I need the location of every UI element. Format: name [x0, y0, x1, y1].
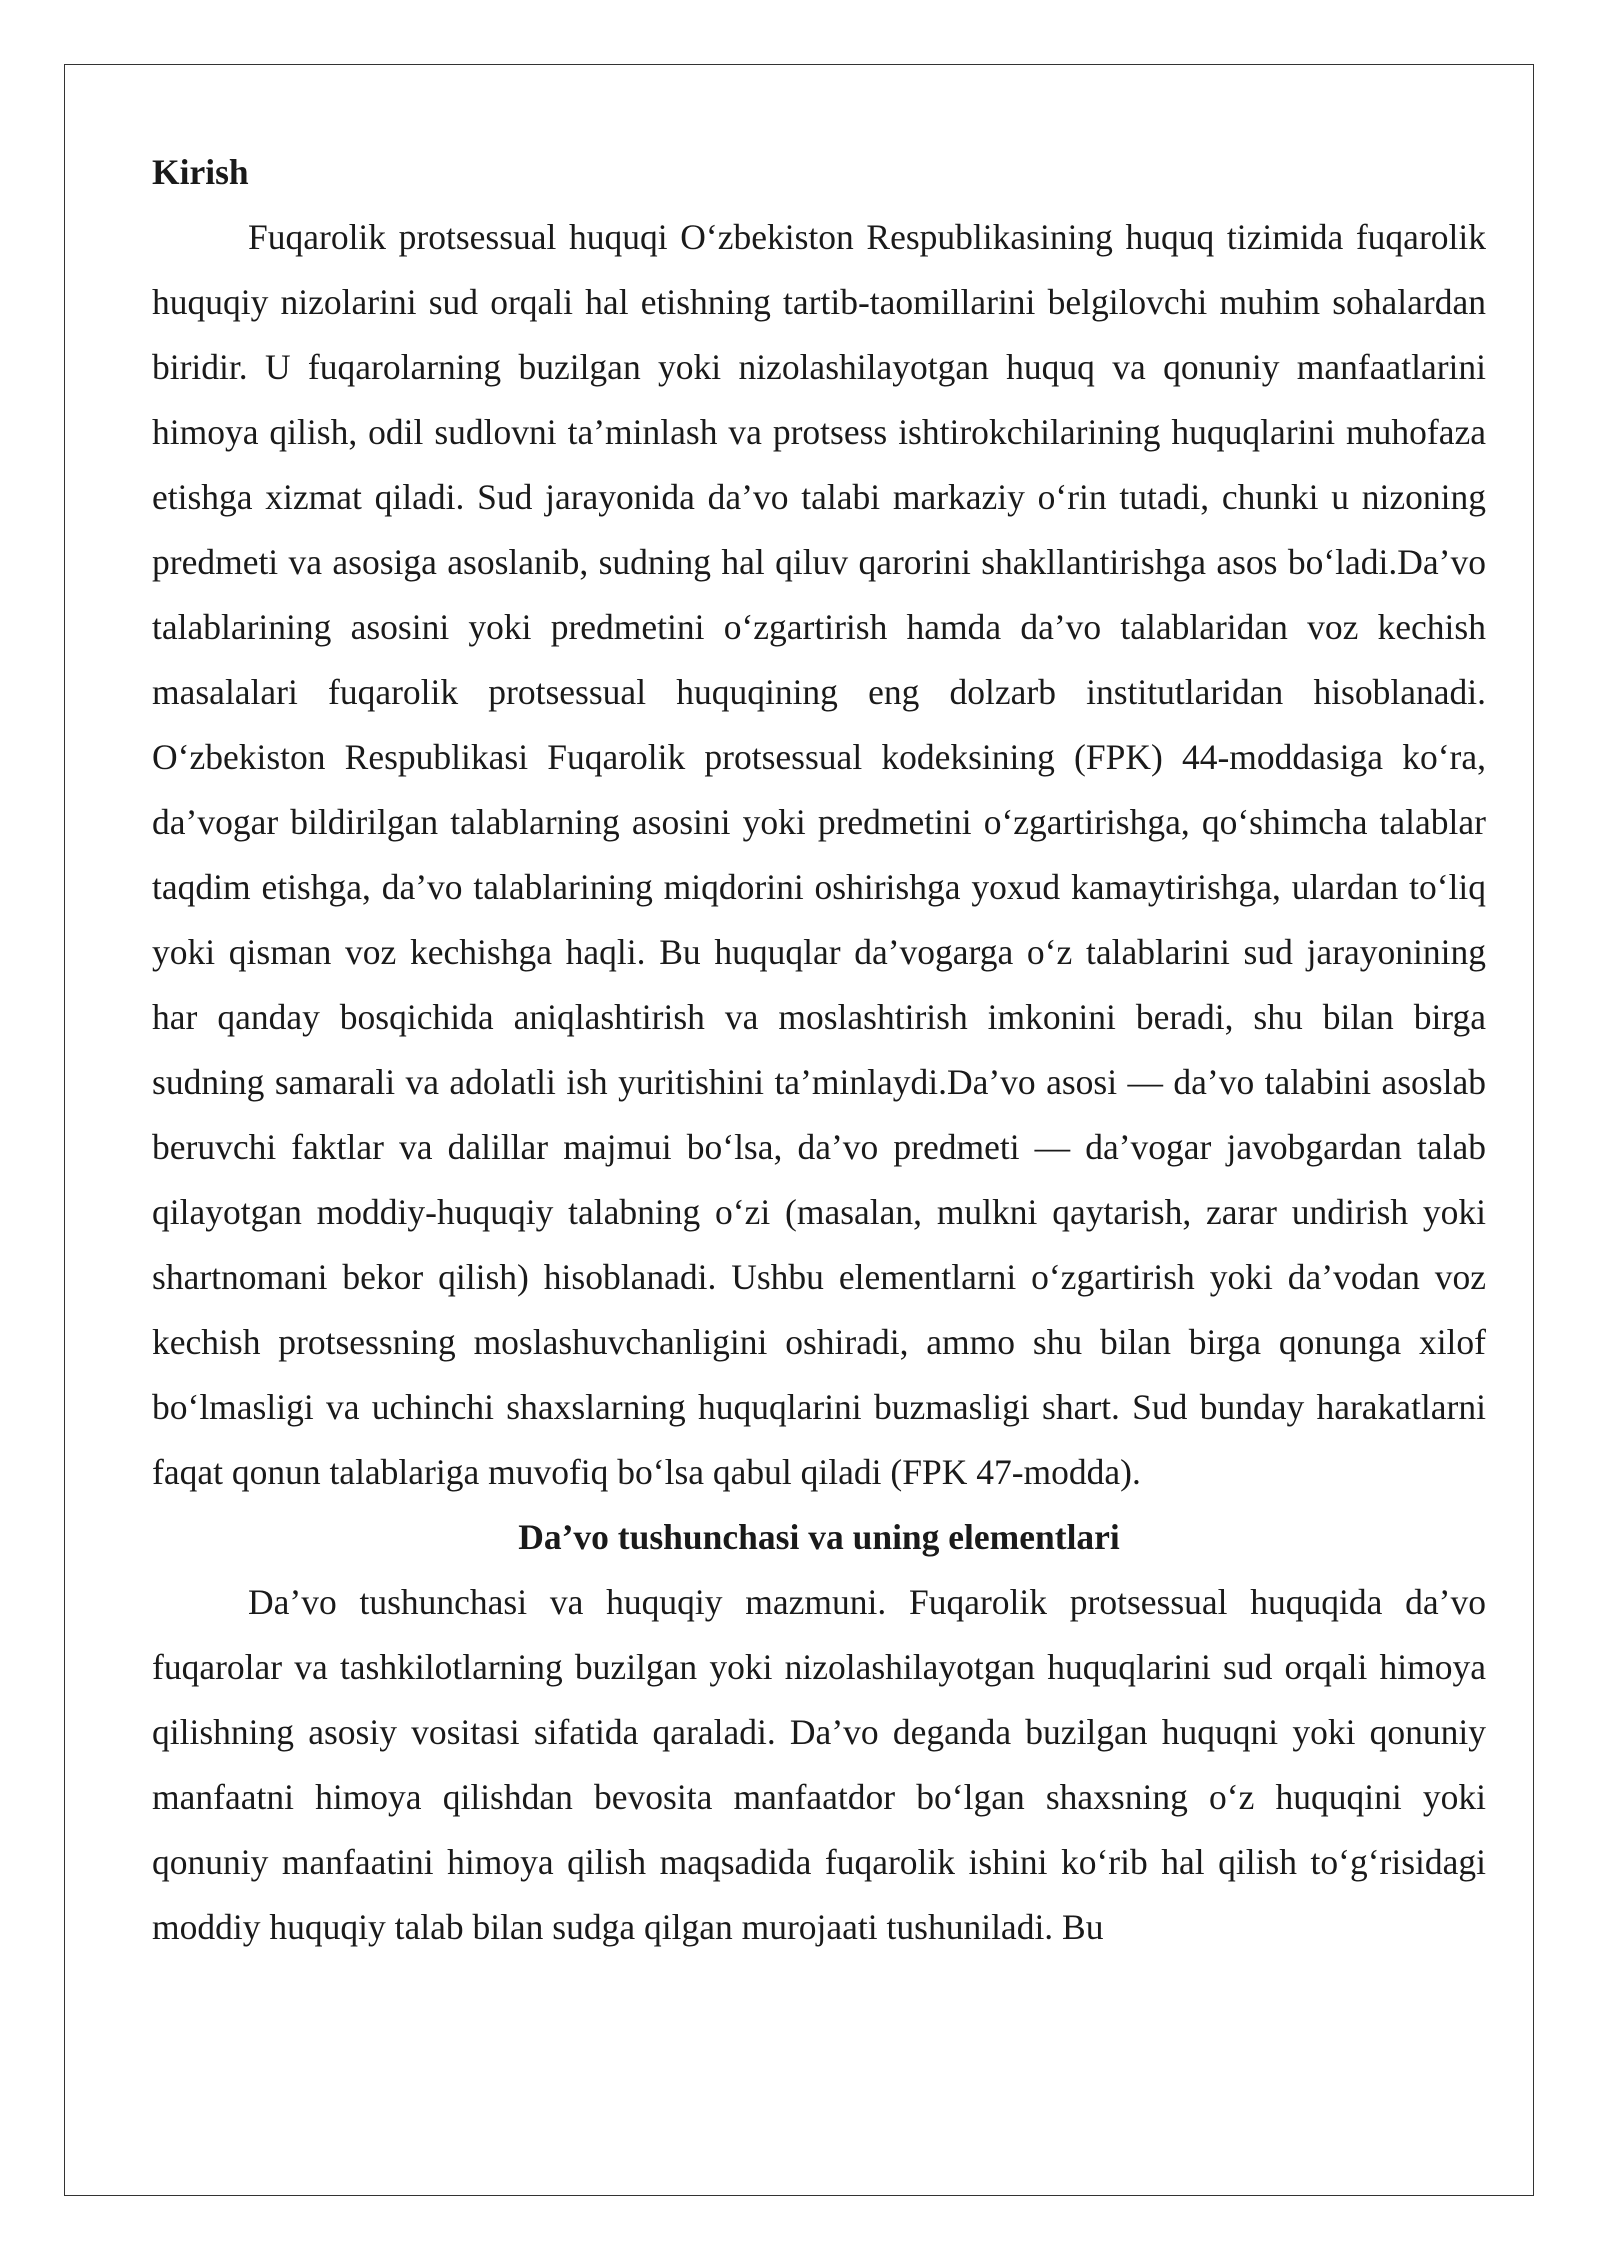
- intro-heading: Kirish: [152, 152, 249, 192]
- intro-paragraph: Fuqarolik protsessual huquqi O‘zbekiston Respublikasining huquq tizimida fuqarolik huquqiy nizolarini sud orqali hal etishning tartib-taomillarini belgilovchi muhim sohalardan biridir. U fuqarolarning buzilgan yoki nizolashilayotgan huquq va qonuniy manfaatlarini himoya qilish, odil sudlovni ta’minlash va protsess ishtirokchilarining huquqlarini muhofaza etishga xizmat qiladi. Sud jarayonida da’vo talabi markaziy o‘rin tutadi, chunki u nizoning predmeti va asosiga asoslanib, sudning hal qiluv qarorini shakllantirishga asos bo‘ladi.Da’vo talablarining asosini yoki predmetini o‘zgartirish hamda da’vo talablaridan voz kechish masalalari fuqarolik protsessual huquqining eng dolzarb institutlaridan hisoblanadi. O‘zbekiston Respublikasi Fuqarolik protsessual kodeksining (FPK) 44-moddasiga ko‘ra, da’vogar bildirilgan talablarning asosini yoki predmetini o‘zgartirishga, qo‘shimcha talablar taqdim etishga, da’vo talablarining miqdorini oshirishga yoxud kamaytirishga, ulardan to‘liq yoki qisman voz kechishga haqli. Bu huquqlar da’vogarga o‘z talablarini sud jarayonining har qanday bosqichida aniqlashtirish va moslashtirish imkonini beradi, shu bilan birga sudning samarali va adolatli ish yuritishini ta’minlaydi.Da’vo asosi — da’vo talabini asoslab beruvchi faktlar va dalillar majmui bo‘lsa, da’vo predmeti — da’vogar javobgardan talab qilayotgan moddiy-huquqiy talabning o‘zi (masalan, mulkni qaytarish, zarar undirish yoki shartnomani bekor qilish) hisoblanadi. Ushbu elementlarni o‘zgartirish yoki da’vodan voz kechish protsessning moslashuvchanligini oshiradi, ammo shu bilan birga qonunga xilof bo‘lmasligi va uchinchi shaxslarning huquqlarini buzmasligi shart. Sud bunday harakatlarni faqat qonun talablariga muvofiq bo‘lsa qabul qiladi (FPK 47-modda).: [152, 217, 1486, 1492]
- document-body: [152, 140, 1486, 1960]
- section-paragraph: Da’vo tushunchasi va huquqiy mazmuni. Fuqarolik protsessual huquqida da’vo fuqarolar va tashkilotlarning buzilgan yoki nizolashilayotgan huquqlarini sud orqali himoya qilishning asosiy vositasi sifatida qaraladi. Da’vo deganda buzilgan huquqni yoki qonuniy manfaatni himoya qilishdan bevosita manfaatdor bo‘lgan shaxsning o‘z huquqini yoki qonuniy manfaatini himoya qilish maqsadida fuqarolik ishini ko‘rib hal qilish to‘g‘risidagi moddiy huquqiy talab bilan sudga qilgan murojaati tushuniladi. Bu: [152, 1582, 1486, 1947]
- section-heading: Da’vo tushunchasi va uning elementlari: [518, 1517, 1120, 1557]
